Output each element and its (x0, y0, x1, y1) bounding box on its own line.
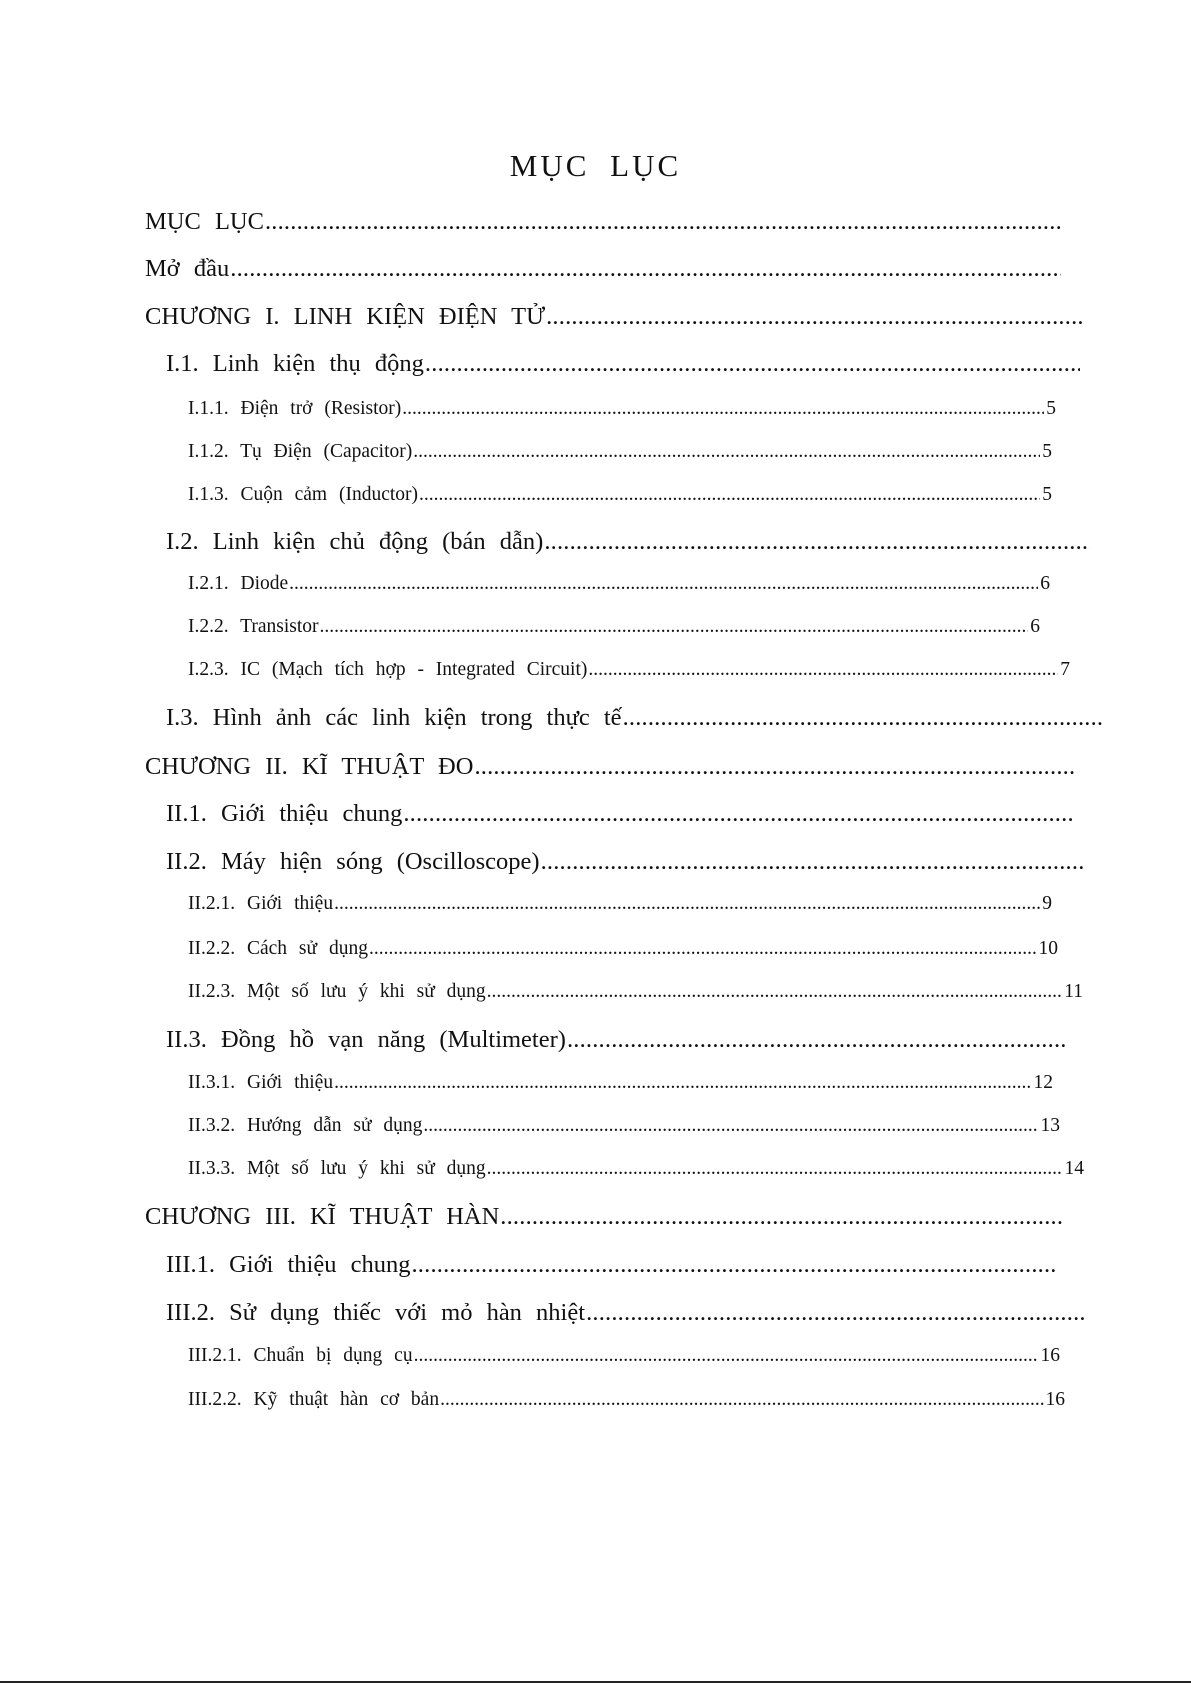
toc-dot-leader (369, 938, 1037, 960)
toc-entry-label: II.2. Máy hiện sóng (Oscilloscope) (166, 848, 540, 875)
toc-entry-level-3[interactable] (188, 1389, 1065, 1417)
toc-entry-level-3[interactable] (188, 1072, 1053, 1100)
toc-dot-leader (546, 303, 1083, 331)
toc-entry-level-3[interactable] (188, 1115, 1060, 1143)
toc-dot-leader (320, 616, 1029, 638)
toc-page-number: 5 (1042, 441, 1052, 462)
toc-entry-level-2[interactable] (166, 1026, 1068, 1060)
toc-entry-label: II.2.3. Một số lưu ý khi sử dụng (188, 981, 486, 1002)
toc-entry-label: CHƯƠNG II. KĨ THUẬT ĐO (145, 753, 474, 780)
toc-entry-level-3[interactable] (188, 484, 1052, 512)
toc-entry-level-3[interactable] (188, 616, 1040, 644)
toc-dot-leader (588, 659, 1058, 681)
toc-entry-label: III.2. Sử dụng thiếc với mỏ hàn nhiệt (166, 1299, 586, 1326)
toc-entry-label: III.2.2. Kỹ thuật hàn cơ bản (188, 1389, 440, 1410)
toc-entry-level-1[interactable] (145, 208, 1062, 242)
toc-entry-label: I.2.2. Transistor (188, 616, 319, 637)
toc-dot-leader (544, 528, 1090, 556)
toc-dot-leader (334, 893, 1040, 915)
toc-entry-label: II.2.2. Cách sử dụng (188, 938, 368, 959)
toc-entry-label: Mở đầu (145, 255, 230, 282)
toc-entry-label: CHƯƠNG III. KĨ THUẬT HÀN (145, 1203, 500, 1230)
toc-entry-level-3[interactable] (188, 398, 1056, 426)
toc-entry-level-2[interactable] (166, 528, 1090, 562)
toc-dot-leader (265, 208, 1062, 236)
toc-entry-label: II.3.1. Giới thiệu (188, 1072, 334, 1093)
page-title: MỤC LỤC (509, 148, 682, 183)
toc-dot-leader (414, 1345, 1039, 1367)
toc-dot-leader (403, 800, 1072, 828)
toc-dot-leader (419, 484, 1040, 506)
toc-dot-leader (440, 1389, 1043, 1411)
toc-page-number: 9 (1042, 893, 1052, 914)
toc-dot-leader (487, 1158, 1063, 1180)
toc-entry-level-3[interactable] (188, 573, 1050, 601)
toc-entry-label: I.2.3. IC (Mạch tích hợp - Integrated Circuit) (188, 659, 588, 680)
toc-entry-label: MỤC LỤC (145, 208, 264, 235)
toc-dot-leader (413, 441, 1040, 463)
toc-dot-leader (500, 1203, 1063, 1231)
toc-entry-level-2[interactable] (166, 350, 1080, 384)
toc-dot-leader (487, 981, 1063, 1003)
toc-page-number: 7 (1060, 659, 1070, 680)
toc-entry-level-2[interactable] (166, 848, 1083, 882)
toc-entry-label: CHƯƠNG I. LINH KIỆN ĐIỆN TỬ (145, 303, 546, 330)
toc-entry-label: II.3.3. Một số lưu ý khi sử dụng (188, 1158, 486, 1179)
toc-dot-leader (411, 1251, 1058, 1279)
toc-dot-leader (425, 350, 1080, 378)
toc-entry-label: I.1.2. Tụ Điện (Capacitor) (188, 441, 413, 462)
toc-entry-level-3[interactable] (188, 938, 1058, 966)
toc-entry-level-3[interactable] (188, 441, 1052, 469)
toc-page-number: 16 (1040, 1345, 1060, 1366)
toc-entry-label: III.1. Giới thiệu chung (166, 1251, 411, 1278)
toc-entry-level-3[interactable] (188, 893, 1052, 921)
toc-entry-level-2[interactable] (166, 800, 1072, 834)
toc-entry-label: III.2.1. Chuẩn bị dụng cụ (188, 1345, 413, 1366)
toc-entry-level-1[interactable] (145, 1203, 1063, 1237)
toc-entry-level-3[interactable] (188, 981, 1083, 1009)
toc-dot-leader (586, 1299, 1086, 1327)
toc-entry-level-2[interactable] (166, 1299, 1086, 1333)
toc-page-number: 12 (1033, 1072, 1053, 1093)
toc-page-number: 11 (1064, 981, 1083, 1002)
toc-page-number: 14 (1064, 1158, 1084, 1179)
toc-dot-leader (334, 1072, 1031, 1094)
toc-entry-label: II.2.1. Giới thiệu (188, 893, 334, 914)
toc-entry-level-1[interactable] (145, 303, 1083, 337)
page-bottom-rule (0, 1681, 1191, 1683)
toc-entry-label: II.3. Đồng hồ vạn năng (Multimeter) (166, 1026, 566, 1053)
toc-entry-label: I.1. Linh kiện thụ động (166, 350, 424, 377)
toc-dot-leader (423, 1115, 1038, 1137)
toc-entry-label: I.2. Linh kiện chủ động (bán dẫn) (166, 528, 544, 555)
toc-entry-level-1[interactable] (145, 753, 1077, 787)
toc-entry-level-2[interactable] (166, 704, 1103, 738)
toc-page-number: 5 (1046, 398, 1056, 419)
toc-entry-level-1[interactable] (145, 255, 1061, 289)
toc-entry-label: I.2.1. Diode (188, 573, 289, 594)
toc-page-number: 13 (1040, 1115, 1060, 1136)
toc-dot-leader (402, 398, 1044, 420)
toc-entry-level-3[interactable] (188, 659, 1070, 687)
toc-dot-leader (289, 573, 1038, 595)
toc-dot-leader (230, 255, 1061, 283)
toc-dot-leader (541, 848, 1083, 876)
toc-entry-level-3[interactable] (188, 1158, 1084, 1186)
toc-page-number: 5 (1042, 484, 1052, 505)
toc-dot-leader (567, 1026, 1068, 1054)
toc-page-number: 16 (1045, 1389, 1065, 1410)
toc-entry-label: II.1. Giới thiệu chung (166, 800, 403, 827)
toc-entry-label: II.3.2. Hướng dẫn sử dụng (188, 1115, 423, 1136)
toc-page-number: 10 (1038, 938, 1058, 959)
toc-entry-label: I.3. Hình ảnh các linh kiện trong thực tế (166, 704, 622, 731)
toc-dot-leader (623, 704, 1103, 732)
toc-dot-leader (474, 753, 1077, 781)
toc-entry-label: I.1.3. Cuộn cảm (Inductor) (188, 484, 419, 505)
toc-page-number: 6 (1040, 573, 1050, 594)
toc-entry-level-2[interactable] (166, 1251, 1058, 1285)
toc-page-number: 6 (1030, 616, 1040, 637)
toc-entry-level-3[interactable] (188, 1345, 1060, 1373)
toc-entry-label: I.1.1. Điện trở (Resistor) (188, 398, 402, 419)
